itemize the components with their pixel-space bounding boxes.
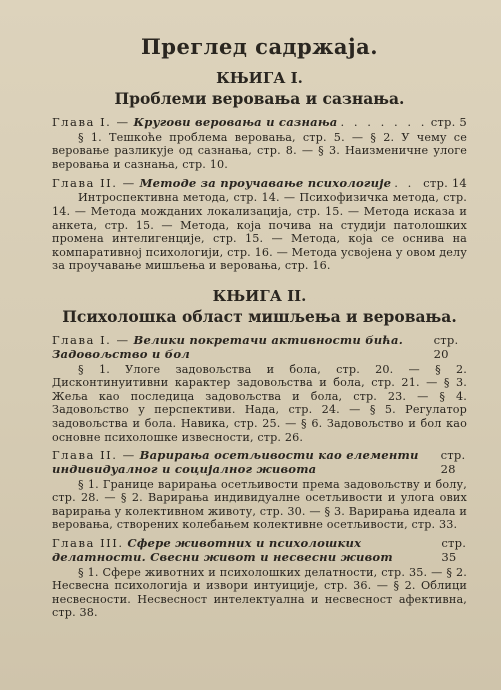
chapter-title: Кругови веровања и сазнања [133,115,338,129]
book-title: Психолошка област мишљења и веровања. [62,306,457,326]
book-label: КЊИГА II. [212,286,307,305]
chapter-page: стр. 20 [433,332,459,361]
leader-dots [341,116,428,130]
chapter-contents: § 1. Улоге задовољства и бола, стр. 20. — § 2. Дисконтинуитивни карактер задовољства и бола, стр. 21. — § 3. Жеља као последица задовољства и бола, стр. 23. — § 4. Задовољство у перспективи. Нада, стр. 24. — § 5. Регулатор задовољства и бола. Навика, стр. 25. — § 6. Задовољство и бол као основне психолошке извесности, стр. 26. [52,362,467,444]
chapter-heading-text [52,449,435,477]
chapter-heading [52,177,467,191]
chapter-heading-text [52,537,435,565]
chapter-number: Глава I. — [52,332,130,347]
chapter-contents: § 1. Границе варирања осетљивости према задовољству и болу, стр. 28. — § 2. Варирања индивидуалне осетљивости и улога ових варирања у колективном животу, стр. 30. — § 3. Варирања идеала и веровања, створених колебањем колективне осетљивости, стр. 33. [52,477,467,532]
chapter-number: Глава II. — [52,448,136,463]
chapter-heading-text [52,334,428,362]
chapter-number: Глава III. [52,536,124,551]
chapter-contents: § 1. Тешкоће проблема веровања, стр. 5. — § 2. У чему се веровање разликује од сазнања, стр. 8. — § 3. Наизменичне улоге веровања и сазнања, стр. 10. [52,130,467,171]
chapter-page: стр. 5 [430,115,467,129]
chapter-contents: § 1. Сфере животних и психолошких делатности, стр. 35. — § 2. Несвесна психологија и извори интуиције, стр. 36. — § 2. Облици несвесности. Несвесност интелектуална и несвесност афективна, стр. 38. [52,565,467,620]
leader-dots [394,177,420,191]
book-label: КЊИГА I. [216,69,303,87]
chapter-title: Варирања осетљивости као елементи индивидуалног и социјалног живота [52,448,419,476]
chapter-heading [52,334,467,362]
chapter-page: стр. 35 [441,536,467,564]
page-title: Преглед садржаја. [140,34,379,59]
chapter-title: Велики покретачи активности бића. Задовољство и бол [52,332,403,361]
chapter-heading [52,537,467,565]
chapter-title: Сфере животних и психолошких делатности. Свесни живот и несвесни живот [52,536,393,564]
chapter-contents: Интроспективна метода, стр. 14. — Психофизичка метода, стр. 14. — Метода мождaних локализација, стр. 15. — Метода исказа и анкета, стр. 15. — Метода, која почива на студији патолошких промена интелигенције, стр. 15. — Метода, која се оснива на компаративној психологији, стр. 16. — Метода усвојена у овом делу за проучавање мишљења и веровања, стр. 16. [52,191,467,273]
chapter-number: Глава II. — [52,175,136,190]
chapter-title: Методе за проучавање психологије [139,175,392,190]
chapter-heading [52,449,467,477]
book-title: Проблеми веровања и сазнања. [114,89,405,108]
chapter-heading [52,116,467,130]
chapter-number: Глава I. — [52,115,130,129]
chapter-page: стр. 14 [423,175,467,190]
chapter-page: стр. 28 [440,448,466,476]
